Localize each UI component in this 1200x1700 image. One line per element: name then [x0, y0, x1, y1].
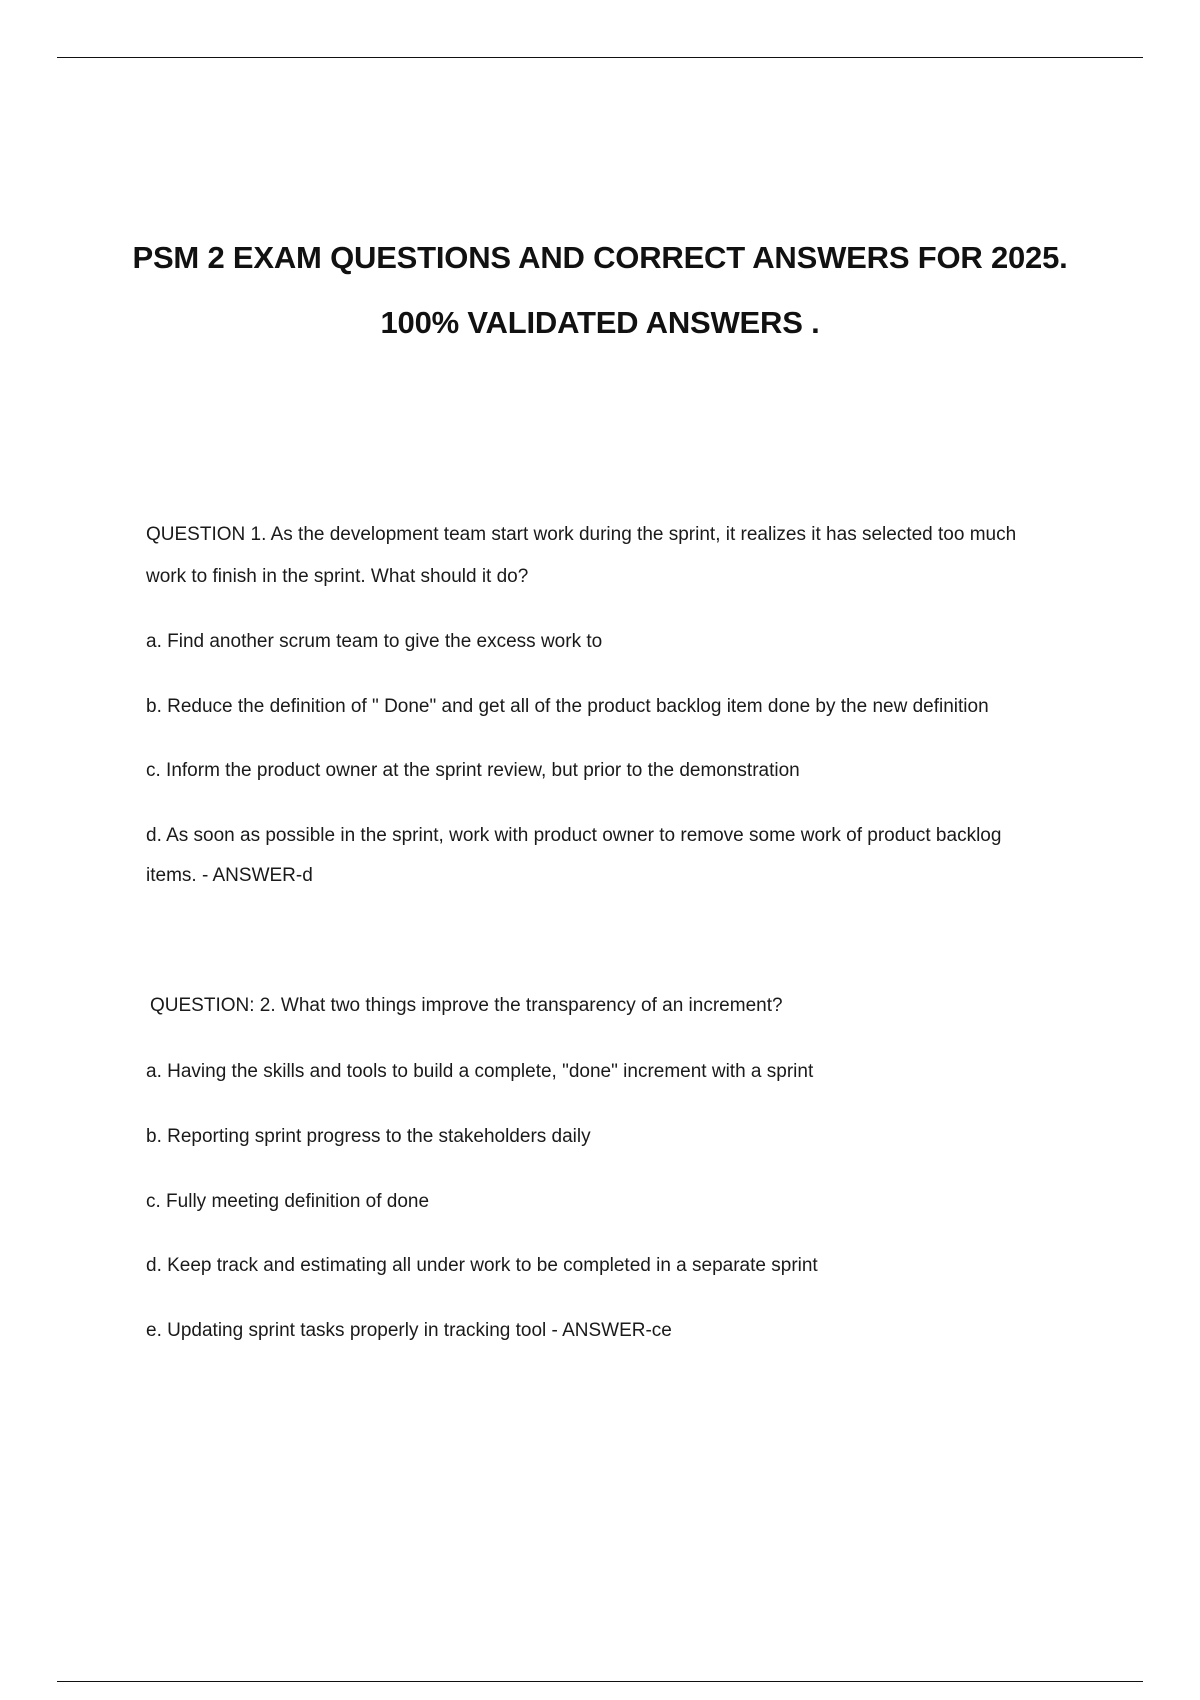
- question-1-option-b: b. Reduce the definition of " Done" and get all of the product backlog item done by the new definition: [146, 696, 989, 717]
- question-1-text-line-1: QUESTION 1. As the development team start work during the sprint, it realizes it has selected too much: [146, 524, 1017, 545]
- question-2-option-d: d. Keep track and estimating all under work to be completed in a separate sprint: [146, 1255, 818, 1276]
- question-1-option-d: d. As soon as possible in the sprint, work with product owner to remove some work of product backlog: [146, 825, 1002, 846]
- question-2-option-b: b. Reporting sprint progress to the stakeholders daily: [146, 1126, 591, 1147]
- question-1-option-a: a. Find another scrum team to give the excess work to: [146, 631, 603, 652]
- question-2-option-e-answer: e. Updating sprint tasks properly in tracking tool - ANSWER-ce: [146, 1320, 672, 1341]
- question-2-option-c: c. Fully meeting definition of done: [146, 1191, 430, 1212]
- top-divider: [57, 57, 1143, 58]
- question-1-answer: items. - ANSWER-d: [146, 865, 313, 886]
- question-2-option-a: a. Having the skills and tools to build a complete, "done" increment with a sprint: [146, 1061, 814, 1082]
- bottom-divider: [57, 1681, 1143, 1682]
- page-subtitle: 100% VALIDATED ANSWERS .: [380, 305, 820, 340]
- question-2-text: QUESTION: 2. What two things improve the transparency of an increment?: [150, 995, 783, 1016]
- page-title: PSM 2 EXAM QUESTIONS AND CORRECT ANSWERS FOR 2025.: [132, 240, 1068, 275]
- question-1-option-c: c. Inform the product owner at the sprint review, but prior to the demonstration: [146, 760, 800, 781]
- question-1-text-line-2: work to finish in the sprint. What should it do?: [146, 566, 529, 587]
